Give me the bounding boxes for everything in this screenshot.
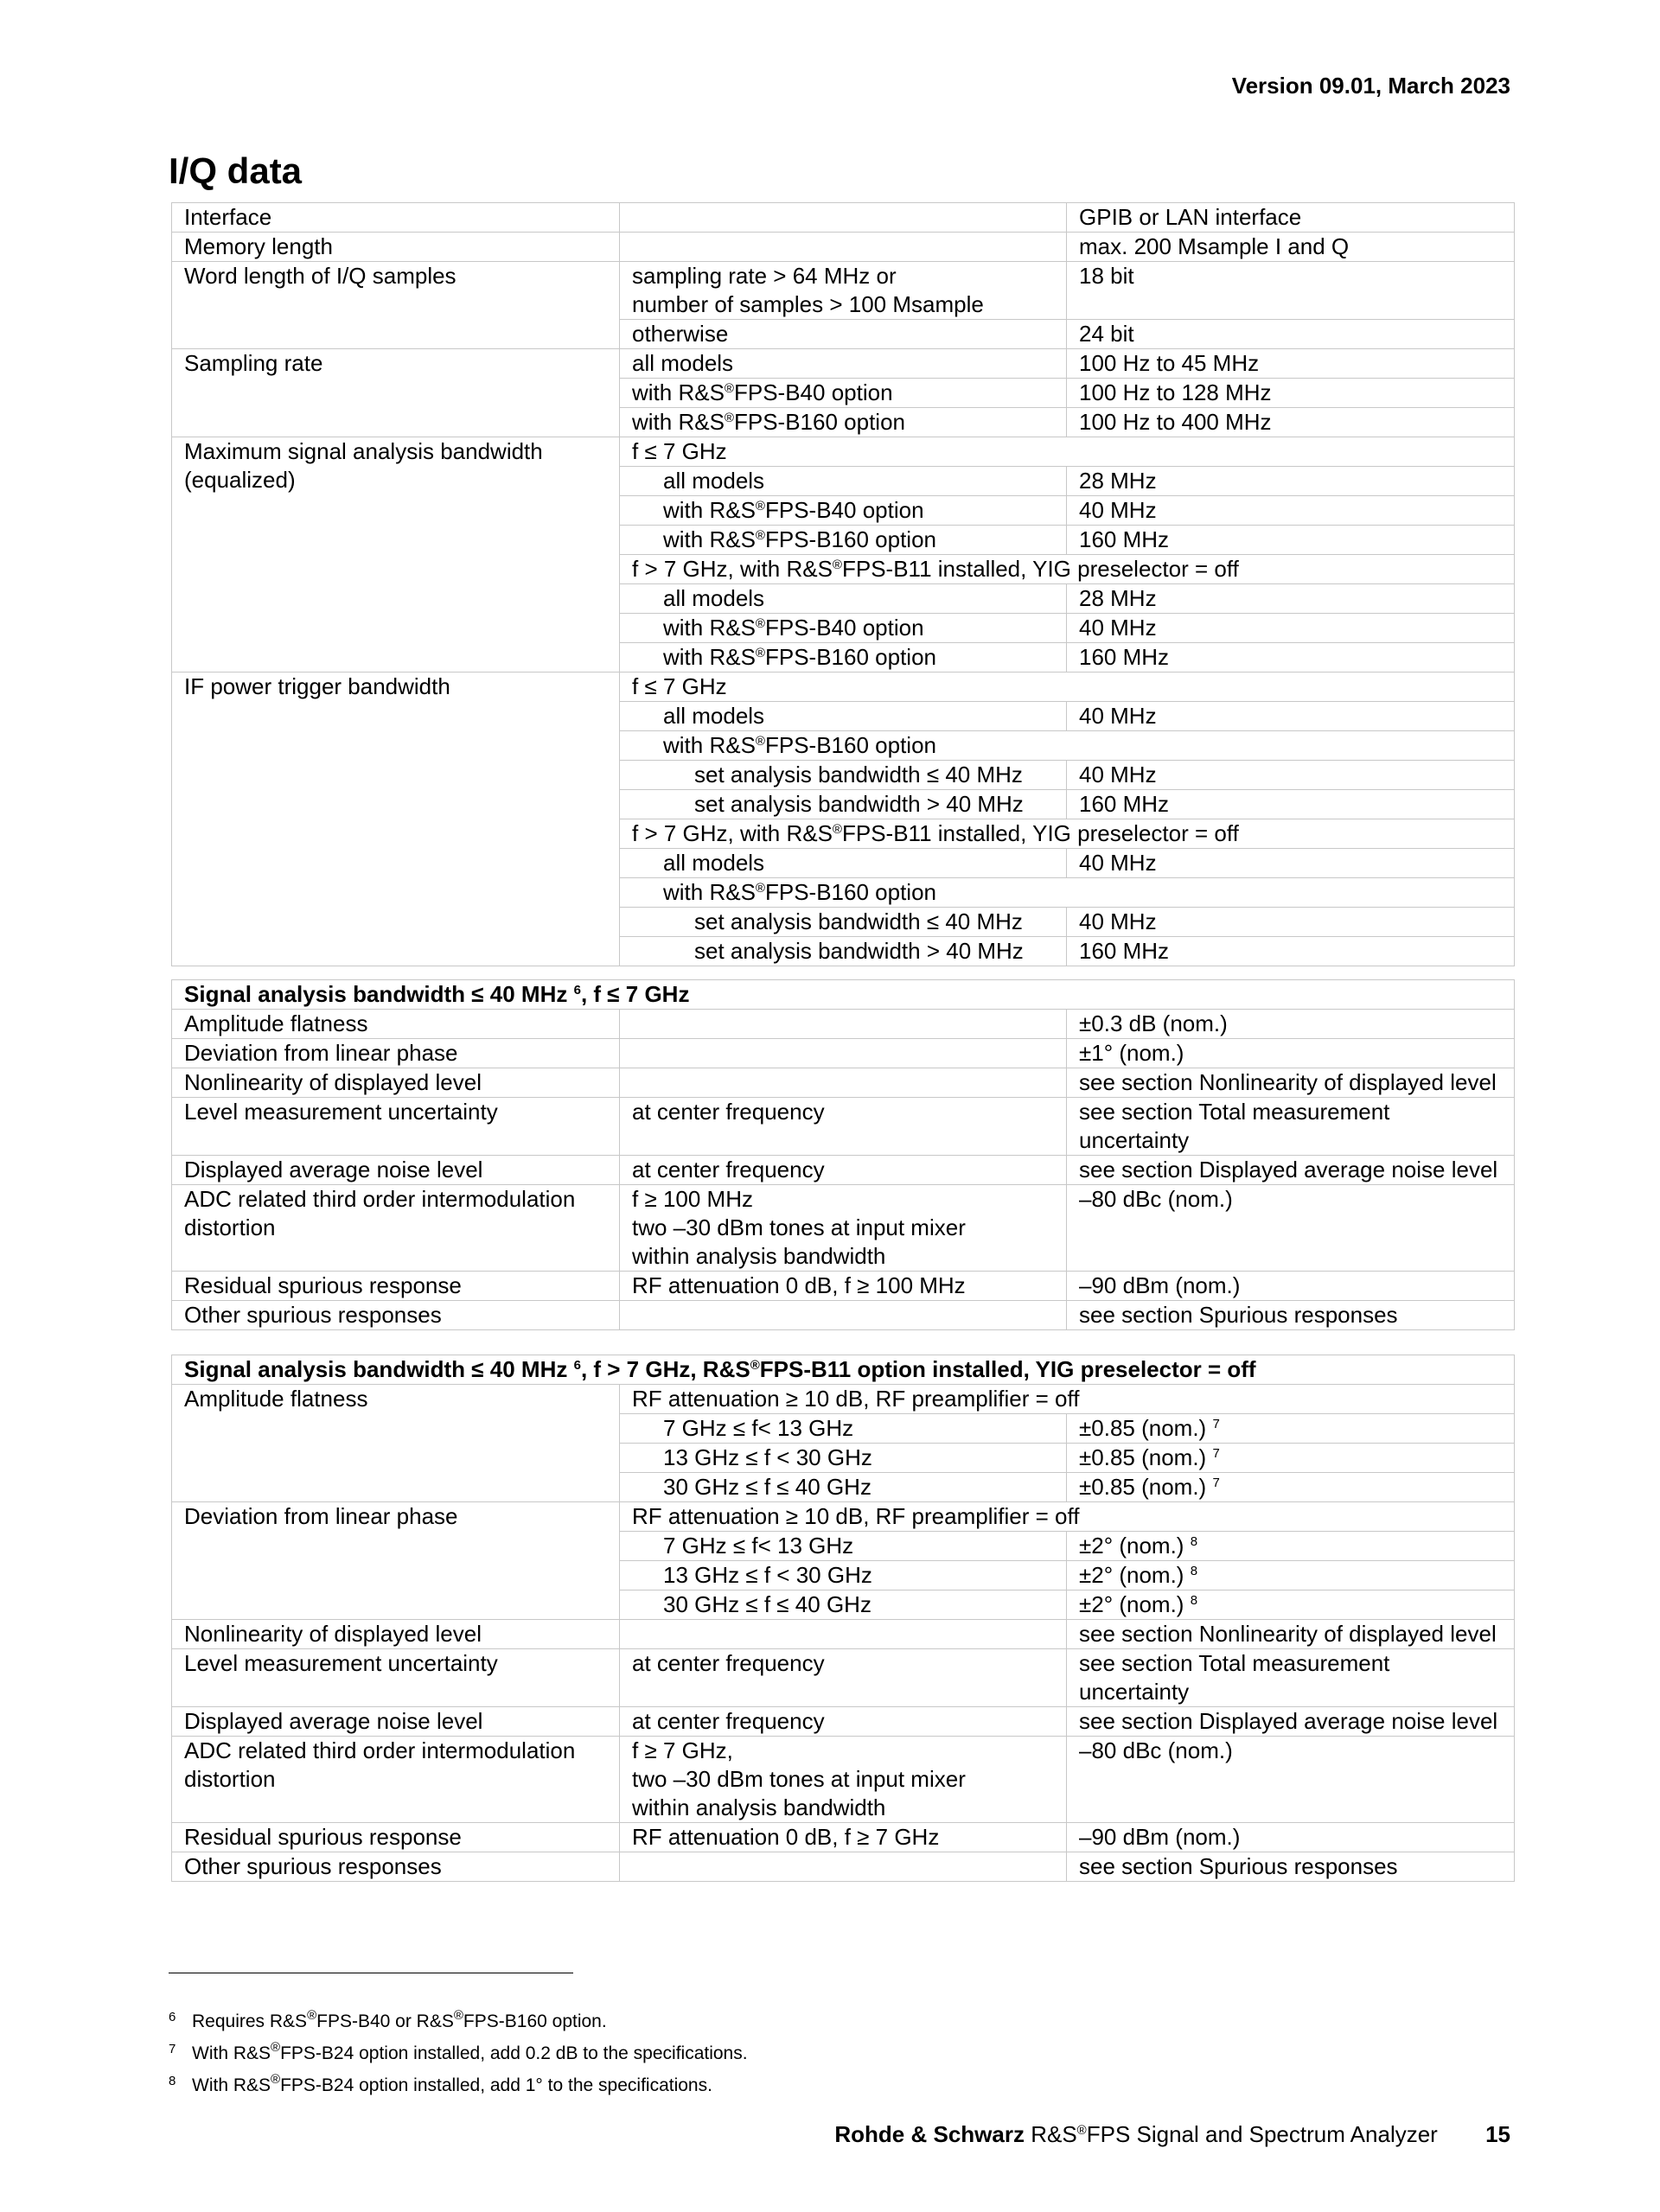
value-cell: –90 dBm (nom.) <box>1067 1823 1515 1852</box>
value-cell: 40 MHz <box>1067 908 1515 937</box>
condition-cell <box>620 1068 1067 1098</box>
value-cell: ±0.85 (nom.) $^7$ <box>1067 1473 1515 1502</box>
condition-cell: f > 7 GHz, with R&S®FPS-B11 installed, YIG preselector = off <box>620 555 1515 584</box>
parameter-cell: Deviation from linear phase <box>172 1502 620 1620</box>
value-cell: ±2° (nom.) $^8$ <box>1067 1532 1515 1561</box>
condition-cell: 13 GHz ≤ f < 30 GHz <box>620 1561 1067 1590</box>
condition-cell: all models <box>620 584 1067 614</box>
parameter-cell: Displayed average noise level <box>172 1707 620 1737</box>
parameter-cell: ADC related third order intermodulation distortion <box>172 1737 620 1823</box>
parameter-cell: Deviation from linear phase <box>172 1039 620 1068</box>
condition-cell: RF attenuation 0 dB, f ≥ 7 GHz <box>620 1823 1067 1852</box>
condition-cell: all models <box>620 849 1067 878</box>
condition-cell: f ≤ 7 GHz <box>620 437 1515 467</box>
version-label: Version 09.01, March 2023 <box>1231 73 1510 99</box>
condition-cell: with R&S®FPS-B160 option <box>620 526 1067 555</box>
condition-cell: all models <box>620 349 1067 379</box>
condition-cell: set analysis bandwidth > 40 MHz <box>620 937 1067 966</box>
value-cell: see section Nonlinearity of displayed level <box>1067 1068 1515 1098</box>
value-cell: 18 bit <box>1067 262 1515 320</box>
condition-cell: at center frequency <box>620 1098 1067 1156</box>
table-row <box>172 262 1515 320</box>
condition-cell: with R&S®FPS-B160 option <box>620 408 1067 437</box>
value-cell: see section Spurious responses <box>1067 1301 1515 1330</box>
value-cell: 40 MHz <box>1067 849 1515 878</box>
condition-cell: set analysis bandwidth ≤ 40 MHz <box>620 908 1067 937</box>
parameter-cell: Residual spurious response <box>172 1823 620 1852</box>
condition-cell: with R&S®FPS-B40 option <box>620 614 1067 643</box>
table-row <box>172 1068 1515 1098</box>
value-cell: ±0.85 (nom.) $^7$ <box>1067 1414 1515 1444</box>
parameter-cell: Amplitude flatness <box>172 1010 620 1039</box>
condition-cell: with R&S®FPS-B160 option <box>620 643 1067 673</box>
value-cell: ±0.85 (nom.) $^7$ <box>1067 1444 1515 1473</box>
condition-cell: at center frequency <box>620 1649 1067 1707</box>
parameter-cell: Amplitude flatness <box>172 1385 620 1502</box>
value-cell: 160 MHz <box>1067 526 1515 555</box>
parameter-cell: Word length of I/Q samples <box>172 262 620 349</box>
value-cell: GPIB or LAN interface <box>1067 203 1515 233</box>
table-header-cell: Signal analysis bandwidth ≤ 40 MHz $^6$, f > 7 GHz, R&S®FPS-B11 option installed, YIG preselector = off <box>172 1355 1515 1385</box>
table-row <box>172 1185 1515 1272</box>
parameter-cell: Other spurious responses <box>172 1852 620 1882</box>
value-cell: 40 MHz <box>1067 702 1515 731</box>
parameter-cell: Nonlinearity of displayed level <box>172 1620 620 1649</box>
table-row <box>172 1620 1515 1649</box>
value-cell: 40 MHz <box>1067 614 1515 643</box>
table-row <box>172 1039 1515 1068</box>
parameter-cell: Level measurement uncertainty <box>172 1098 620 1156</box>
value-cell: ±0.3 dB (nom.) <box>1067 1010 1515 1039</box>
table-row <box>172 1649 1515 1707</box>
condition-cell: all models <box>620 467 1067 496</box>
value-cell: ±1° (nom.) <box>1067 1039 1515 1068</box>
iq-data-table <box>171 202 1515 966</box>
parameter-cell: Level measurement uncertainty <box>172 1649 620 1707</box>
table-row <box>172 1737 1515 1823</box>
value-cell: 100 Hz to 128 MHz <box>1067 379 1515 408</box>
table-row <box>172 980 1515 1010</box>
condition-cell: 7 GHz ≤ f< 13 GHz <box>620 1532 1067 1561</box>
value-cell: 100 Hz to 400 MHz <box>1067 408 1515 437</box>
condition-cell: f ≤ 7 GHz <box>620 673 1515 702</box>
condition-cell: with R&S®FPS-B40 option <box>620 379 1067 408</box>
footnote-6: 6 Requires R&S®FPS-B40 or R&S®FPS-B160 option. <box>169 2008 607 2031</box>
condition-cell: with R&S®FPS-B40 option <box>620 496 1067 526</box>
table-row <box>172 437 1515 467</box>
parameter-cell: Memory length <box>172 233 620 262</box>
value-cell: –80 dBc (nom.) <box>1067 1185 1515 1272</box>
condition-cell: 7 GHz ≤ f< 13 GHz <box>620 1414 1067 1444</box>
table-row <box>172 1156 1515 1185</box>
table-row <box>172 1823 1515 1852</box>
condition-cell <box>620 233 1067 262</box>
parameter-cell: ADC related third order intermodulation distortion <box>172 1185 620 1272</box>
condition-cell: 13 GHz ≤ f < 30 GHz <box>620 1444 1067 1473</box>
value-cell: see section Spurious responses <box>1067 1852 1515 1882</box>
condition-cell: f > 7 GHz, with R&S®FPS-B11 installed, YIG preselector = off <box>620 819 1515 849</box>
table-row <box>172 1385 1515 1414</box>
table-row <box>172 1852 1515 1882</box>
value-cell: 160 MHz <box>1067 790 1515 819</box>
table-row <box>172 349 1515 379</box>
value-cell: 160 MHz <box>1067 643 1515 673</box>
condition-cell: f ≥ 100 MHz two –30 dBm tones at input mixer within analysis bandwidth <box>620 1185 1067 1272</box>
table-row <box>172 1502 1515 1532</box>
footnotes <box>169 2004 748 2100</box>
condition-cell: 30 GHz ≤ f ≤ 40 GHz <box>620 1590 1067 1620</box>
table-row <box>172 1272 1515 1301</box>
condition-cell <box>620 1039 1067 1068</box>
value-cell: 28 MHz <box>1067 467 1515 496</box>
value-cell: see section Total measurement uncertainty <box>1067 1098 1515 1156</box>
condition-cell: at center frequency <box>620 1707 1067 1737</box>
parameter-cell: Maximum signal analysis bandwidth (equalized) <box>172 437 620 673</box>
value-cell: max. 200 Msample I and Q <box>1067 233 1515 262</box>
condition-cell: set analysis bandwidth > 40 MHz <box>620 790 1067 819</box>
condition-cell: at center frequency <box>620 1156 1067 1185</box>
condition-cell: 30 GHz ≤ f ≤ 40 GHz <box>620 1473 1067 1502</box>
table-row <box>172 203 1515 233</box>
parameter-cell: Interface <box>172 203 620 233</box>
value-cell: ±2° (nom.) $^8$ <box>1067 1561 1515 1590</box>
footnote-7: 7 With R&S®FPS-B24 option installed, add 0.2 dB to the specifications. <box>169 2040 748 2063</box>
condition-cell: RF attenuation ≥ 10 dB, RF preamplifier = off <box>620 1502 1515 1532</box>
table-row <box>172 1301 1515 1330</box>
footer-product: R&S®FPS Signal and Spectrum Analyzer <box>1031 2121 1438 2147</box>
parameter-cell: IF power trigger bandwidth <box>172 673 620 966</box>
value-cell: –90 dBm (nom.) <box>1067 1272 1515 1301</box>
footer-brand: Rohde & Schwarz <box>834 2121 1025 2147</box>
condition-cell: set analysis bandwidth ≤ 40 MHz <box>620 761 1067 790</box>
table-row <box>172 673 1515 702</box>
page-footer <box>834 2121 1510 2148</box>
signal-analysis-table-low <box>171 979 1515 1330</box>
value-cell: see section Total measurement uncertainty <box>1067 1649 1515 1707</box>
parameter-cell: Sampling rate <box>172 349 620 437</box>
value-cell: see section Displayed average noise level <box>1067 1156 1515 1185</box>
value-cell: ±2° (nom.) $^8$ <box>1067 1590 1515 1620</box>
condition-cell: with R&S®FPS-B160 option <box>620 878 1515 908</box>
table-row <box>172 1355 1515 1385</box>
condition-cell <box>620 1852 1067 1882</box>
table-row <box>172 1010 1515 1039</box>
table-row <box>172 233 1515 262</box>
condition-cell <box>620 1010 1067 1039</box>
value-cell: 40 MHz <box>1067 496 1515 526</box>
parameter-cell: Displayed average noise level <box>172 1156 620 1185</box>
value-cell: see section Nonlinearity of displayed level <box>1067 1620 1515 1649</box>
page-number: 15 <box>1485 2121 1510 2147</box>
condition-cell <box>620 1620 1067 1649</box>
value-cell: 100 Hz to 45 MHz <box>1067 349 1515 379</box>
value-cell: 28 MHz <box>1067 584 1515 614</box>
parameter-cell: Nonlinearity of displayed level <box>172 1068 620 1098</box>
value-cell: see section Displayed average noise level <box>1067 1707 1515 1737</box>
condition-cell: f ≥ 7 GHz, two –30 dBm tones at input mixer within analysis bandwidth <box>620 1737 1067 1823</box>
condition-cell: sampling rate > 64 MHz or number of samples > 100 Msample <box>620 262 1067 320</box>
value-cell: 160 MHz <box>1067 937 1515 966</box>
table-header-cell: Signal analysis bandwidth ≤ 40 MHz $^6$, f ≤ 7 GHz <box>172 980 1515 1010</box>
condition-cell: with R&S®FPS-B160 option <box>620 731 1515 761</box>
table-row <box>172 1707 1515 1737</box>
footnote-8: 8 With R&S®FPS-B24 option installed, add 1° to the specifications. <box>169 2072 712 2095</box>
value-cell: 40 MHz <box>1067 761 1515 790</box>
condition-cell <box>620 1301 1067 1330</box>
condition-cell: RF attenuation ≥ 10 dB, RF preamplifier = off <box>620 1385 1515 1414</box>
condition-cell <box>620 203 1067 233</box>
value-cell: –80 dBc (nom.) <box>1067 1737 1515 1823</box>
table-row <box>172 1098 1515 1156</box>
parameter-cell: Other spurious responses <box>172 1301 620 1330</box>
condition-cell: RF attenuation 0 dB, f ≥ 100 MHz <box>620 1272 1067 1301</box>
section-title: I/Q data <box>169 150 303 191</box>
condition-cell: all models <box>620 702 1067 731</box>
parameter-cell: Residual spurious response <box>172 1272 620 1301</box>
signal-analysis-table-high <box>171 1355 1515 1882</box>
condition-cell: otherwise <box>620 320 1067 349</box>
value-cell: 24 bit <box>1067 320 1515 349</box>
